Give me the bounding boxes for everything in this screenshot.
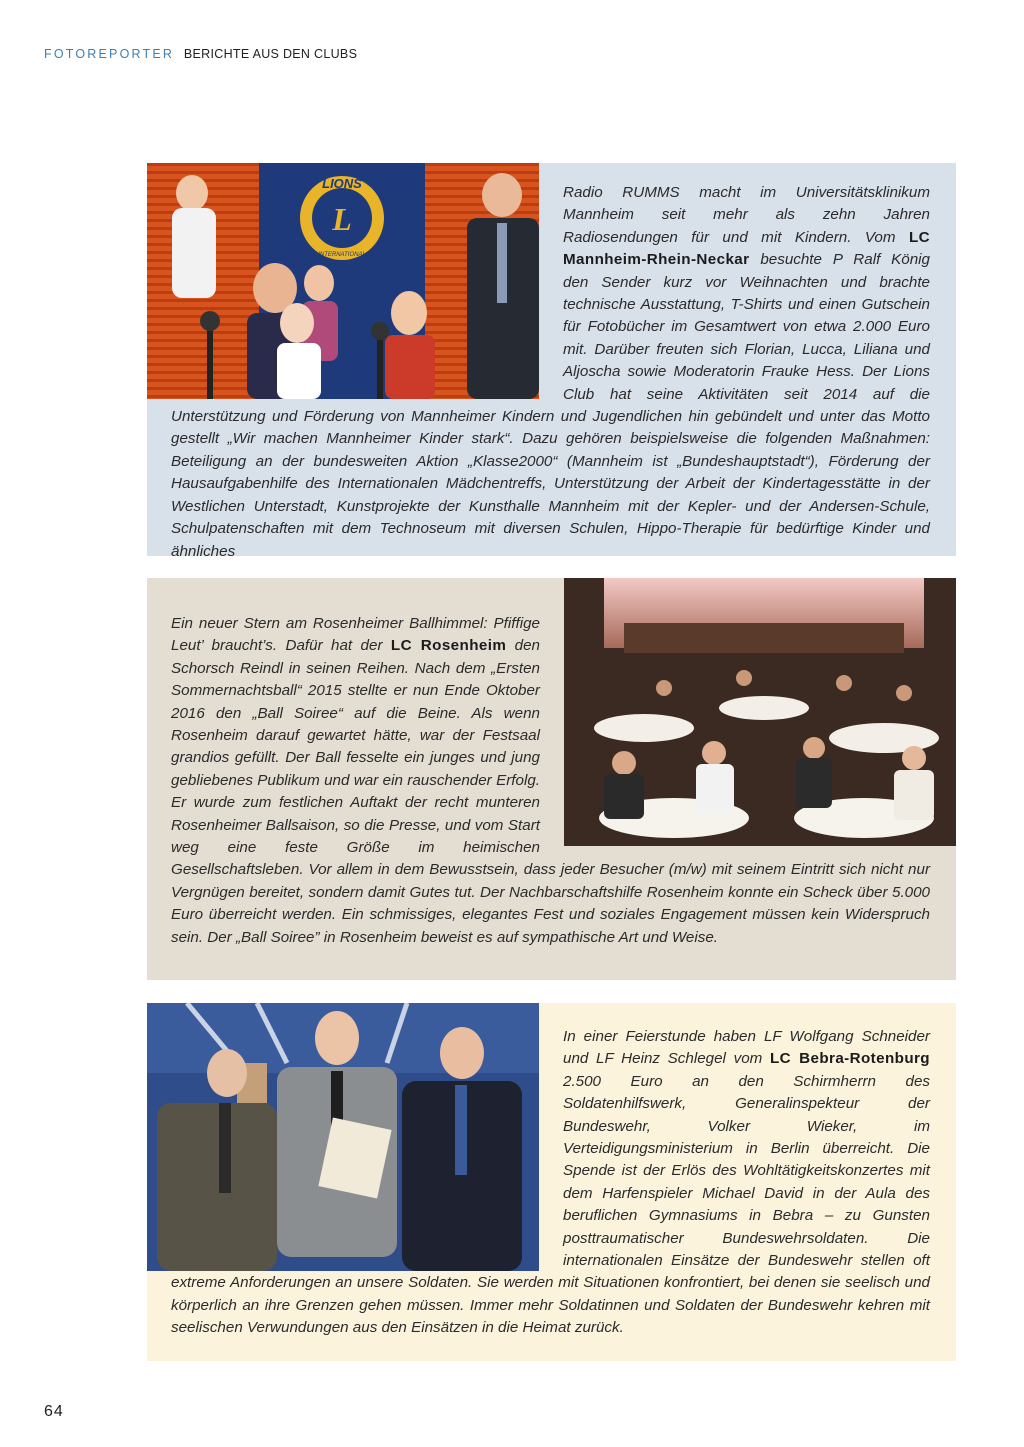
page-number: 64 — [44, 1403, 64, 1420]
lions-emblem-letter: L — [332, 201, 352, 237]
lions-banner-text: LIONS — [322, 176, 362, 191]
article-text-after: besuchte P Ralf König den Sender kurz vor Weihnachten und brachte technische Ausstattung, T-Shirts und einen Gutschein für Fotobücher im Gesamtwert von etwa 2.000 Euro mit. Darüber freuten sich Florian, Lucca, Liliana und Aljoscha sowie Moderatorin Frauke Hess. Der Lions Club hat seine Aktivitäten seit 2014 auf die Unterstützung und Förderung von Mannheimer Kindern und Jugendlichen hin gebündelt und unter das Motto gestellt „Wir machen Mannheimer Kinder stark“. Dazu gehören beispielsweise die folgenden Maßnahmen: Beteiligung an der bundesweiten Aktion „Klasse2000“ (Mannheim ist „Bundeshauptstadt“), Förderung der Hausaufgabenhilfe des Internationalen Mädchentreffs, Unterstützung der Arbeit der Kindertagesstätte in der Westlichen Unterstadt, Kunstprojekte der Kunsthalle Mannheim mit der Kepler- und der Andersen-Schule, Schulpatenschaften mit dem Technoseum mit diversen Schulen, Hippo-Therapie für bedürftige Kinder und ähnliches — [171, 251, 930, 560]
header-section: FOTOREPORTER — [44, 47, 175, 61]
club-name: LC Bebra-Rotenburg — [769, 1050, 930, 1068]
club-name: LC Rosenheim — [390, 637, 507, 655]
article-text-before: Radio RUMMS macht im Universitätsklinikum Mannheim seit mehr als zehn Jahren Radiosendungen für und mit Kindern. Vom — [563, 184, 930, 246]
article-mannheim — [147, 163, 956, 560]
page-header — [44, 47, 357, 61]
photo-ballroom — [564, 578, 956, 846]
article-rosenheim — [147, 578, 956, 980]
article-text-after: den Schorsch Reindl in seinen Reihen. Nach dem „Ersten Sommernachtsball“ 2015 stellte er nun Ende Oktober 2016 den „Ball Soiree“ auf die Beine. Als wenn Rosenheim darauf gewartet hätte, war der Festsaal grandios gefüllt. Der Ball fesselte ein junges und jung gebliebenes Publikum und war ein rauschender Erfolg. Er wurde zum festlichen Auftakt der recht munteren Rosenheimer Ballsaison, so die Presse, und vom Start weg eine feste Größe im heimischen Gesellschaftsleben. Vor allem in dem Bewusstsein, dass jeder Besucher (m/w) mit seinem Eintritt sich nicht nur Vergnügen bereitet, sondern damit Gutes tut. Der Nachbarschaftshilfe Rosenheim konnte ein Scheck über 5.000 Euro überreicht werden. Ein schmissiges, elegantes Fest und soziales Engagement müssen kein Widerspruch sein. Der „Ball Soiree” in Rosenheim beweist es auf sympathische Art und Weise. — [171, 637, 930, 946]
header-title: BERICHTE AUS DEN CLUBS — [183, 47, 358, 61]
article-body — [171, 1026, 930, 1340]
article-text-before: In einer Feierstunde haben LF Wolfgang Schneider und LF Heinz Schlegel vom — [563, 1028, 930, 1068]
article-text-after: 2.500 Euro an den Schirmherrn des Soldatenhilfswerk, Generalinspekteur der Bundeswehr, Volker Wieker, im Verteidigungsministerium in Berlin überreicht. Die Spende ist der Erlös des Wohltätigkeitskonzertes mit dem Harfenspieler Michael David in der Aula des beruflichen Gymnasiums in Bebra – zu Gunsten posttraumatischer Bundeswehrsoldaten. Die internationalen Einsätze der Bundeswehr stellen oft extreme Anforderungen an unsere Soldaten. Sie werden mit Situationen konfrontiert, bei denen sie seelisch und körperlich an ihre Grenzen gehen müssen. Immer mehr Soldatinnen und Soldaten der Bundeswehr kehren mit seelischen Verwundungen aus den Einsätzen in die Heimat zurück. — [171, 1072, 930, 1337]
article-body — [171, 176, 930, 563]
article-body — [171, 613, 930, 949]
photo-donation-ceremony — [147, 1003, 539, 1271]
photo-radio-studio — [147, 163, 539, 399]
club-name: LC Mannheim-Rhein-Neckar — [563, 228, 930, 269]
article-text-before: Ein neuer Stern am Rosenheimer Ballhimmel: Pfiffige Leut’ braucht’s. Dafür hat der — [171, 615, 540, 655]
article-bebra — [147, 1003, 956, 1361]
lions-emblem-ring: INTERNATIONAL — [318, 252, 366, 258]
